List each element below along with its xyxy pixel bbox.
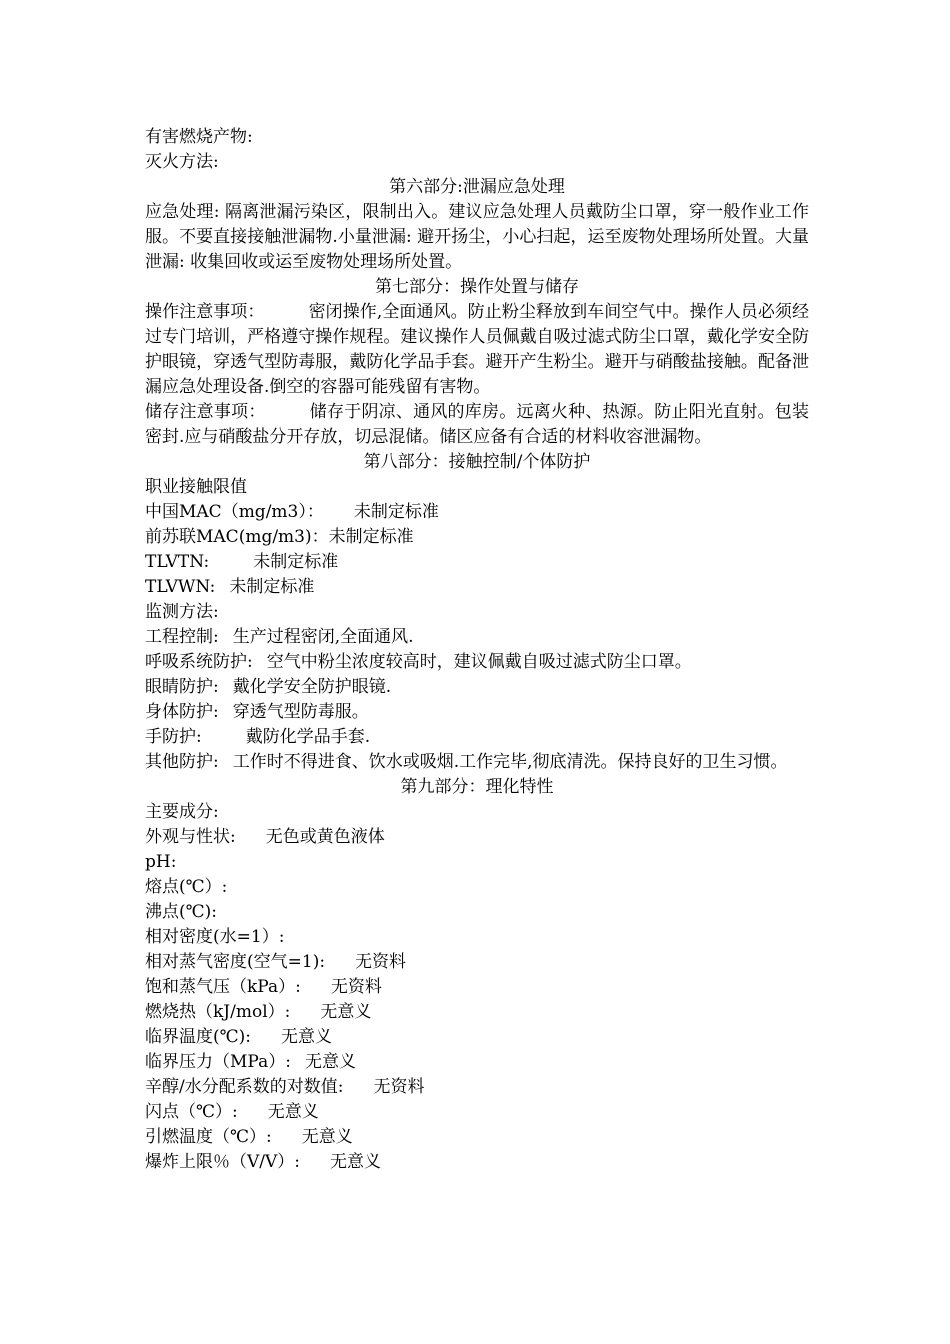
hand-protection: [145, 725, 809, 750]
operation-precautions: [145, 300, 809, 400]
engineering-control-value: 生产过程密闭,全面通风.: [232, 627, 414, 647]
critical-pressure: [145, 1050, 809, 1075]
flash-point-label: 闪点（℃）:: [145, 1102, 238, 1122]
soviet-mac-value: 未制定标准: [328, 527, 414, 547]
boiling-point: 沸点(℃):: [145, 902, 218, 922]
eye-protection: [145, 675, 809, 700]
extinguishing-method: 灭火方法:: [145, 152, 219, 172]
eye-protection-value: 戴化学安全防护眼镜.: [232, 677, 392, 697]
body-protection-value: 穿透气型防毒服。: [232, 702, 369, 722]
tlvtn: [145, 550, 809, 575]
tlvtn-value: 未制定标准: [253, 552, 339, 572]
octanol-water-partition-label: 辛醇/水分配系数的对数值:: [145, 1077, 344, 1097]
flash-point-value: 无意义: [267, 1102, 319, 1122]
soviet-mac: [145, 525, 809, 550]
ignition-temperature-label: 引燃温度（℃）:: [145, 1127, 272, 1147]
upper-explosion-limit-label: 爆炸上限％（V/V）:: [145, 1152, 301, 1172]
operation-precautions-text: 密闭操作,全面通风。防止粉尘释放到车间空气中。操作人员必须经过专门培训，严格遵守操作规程。建议操作人员佩戴自吸过滤式防尘口罩，戴化学安全防护眼镜，穿透气型防毒服，戴防化学品手套。避开产生粉尘。避开与硝酸盐接触。配备泄漏应急处理设备.倒空的容器可能残留有害物。: [145, 302, 810, 397]
tlvwn-label: TLVWN:: [145, 577, 216, 597]
soviet-mac-label: 前苏联MAC(mg/m3)：: [145, 527, 329, 547]
melting-point: 熔点(℃）:: [145, 877, 228, 897]
hazardous-combustion-products: 有害燃烧产物:: [145, 127, 253, 147]
appearance-value: 无色或黄色液体: [265, 827, 385, 847]
critical-pressure-label: 临界压力（MPa）:: [145, 1052, 291, 1072]
occupational-exposure-limits: 职业接触限值: [145, 477, 247, 497]
vapor-pressure-label: 饱和蒸气压（kPa）:: [145, 977, 301, 997]
respiratory-protection-label: 呼吸系统防护:: [145, 652, 253, 672]
china-mac-label: 中国MAC（mg/m3）：: [145, 502, 324, 522]
octanol-water-partition-value: 无资料: [373, 1077, 425, 1097]
vapor-density-value: 无资料: [355, 952, 407, 972]
section-6-title: 第六部分:泄漏应急处理: [389, 177, 565, 197]
heat-of-combustion-label: 燃烧热（kJ/mol）:: [145, 1002, 291, 1022]
vapor-pressure: [145, 975, 809, 1000]
vapor-density: [145, 950, 809, 975]
storage-precautions-text: 储存于阴凉、通风的库房。远离火种、热源。防止阳光直射。包装密封.应与硝酸盐分开存放，切忌混储。储区应备有合适的材料收容泄漏物。: [145, 402, 810, 447]
eye-protection-label: 眼睛防护:: [145, 677, 219, 697]
body-protection-label: 身体防护:: [145, 702, 219, 722]
emergency-treatment-text: 应急处理: 隔离泄漏污染区，限制出入。建议应急处理人员戴防尘口罩，穿一般作业工作服。不要直接接触泄漏物.小量泄漏: 避开扬尘，小心扫起，运至废物处理场所处置。大量泄漏: 收集回收或运至废物处理场所处置。: [145, 202, 809, 272]
upper-explosion-limit-value: 无意义: [330, 1152, 382, 1172]
flash-point: [145, 1100, 809, 1125]
critical-pressure-value: 无意义: [304, 1052, 356, 1072]
tlvwn-value: 未制定标准: [229, 577, 315, 597]
other-protection: [145, 750, 809, 775]
monitoring-method: 监测方法:: [145, 602, 219, 622]
upper-explosion-limit: [145, 1150, 809, 1175]
respiratory-protection-value: 空气中粉尘浓度较高时，建议佩戴自吸过滤式防尘口罩。: [266, 652, 692, 672]
operation-precautions-label: 操作注意事项：: [145, 302, 265, 322]
critical-temperature-value: 无意义: [281, 1027, 333, 1047]
relative-density: 相对密度(水=1）:: [145, 927, 285, 947]
heat-of-combustion: [145, 1000, 809, 1025]
ph: pH:: [145, 852, 177, 872]
appearance-label: 外观与性状:: [145, 827, 236, 847]
tlvwn: [145, 575, 809, 600]
storage-precautions: [145, 400, 809, 450]
other-protection-label: 其他防护:: [145, 752, 219, 772]
china-mac-value: 未制定标准: [353, 502, 439, 522]
section-9-title: 第九部分：理化特性: [400, 777, 554, 797]
vapor-pressure-value: 无资料: [330, 977, 382, 997]
engineering-control-label: 工程控制:: [145, 627, 219, 647]
ignition-temperature: [145, 1125, 809, 1150]
china-mac: [145, 500, 809, 525]
engineering-control: [145, 625, 809, 650]
critical-temperature-label: 临界温度(℃):: [145, 1027, 252, 1047]
appearance: [145, 825, 809, 850]
hand-protection-value: 戴防化学品手套.: [245, 727, 371, 747]
tlvtn-label: TLVTN:: [145, 552, 210, 572]
hand-protection-label: 手防护:: [145, 727, 202, 747]
octanol-water-partition: [145, 1075, 809, 1100]
storage-precautions-label: 储存注意事项：: [145, 402, 266, 422]
ignition-temperature-value: 无意义: [301, 1127, 353, 1147]
section-7-title: 第七部分：操作处置与储存: [375, 277, 579, 297]
document-page: [145, 125, 809, 1175]
respiratory-protection: [145, 650, 809, 675]
main-composition: 主要成分:: [145, 802, 219, 822]
section-8-title: 第八部分：接触控制/个体防护: [363, 452, 591, 472]
other-protection-value: 工作时不得进食、饮水或吸烟.工作完毕,彻底清洗。保持良好的卫生习惯。: [232, 752, 788, 772]
heat-of-combustion-value: 无意义: [320, 1002, 372, 1022]
vapor-density-label: 相对蒸气密度(空气=1):: [145, 952, 326, 972]
critical-temperature: [145, 1025, 809, 1050]
body-protection: [145, 700, 809, 725]
